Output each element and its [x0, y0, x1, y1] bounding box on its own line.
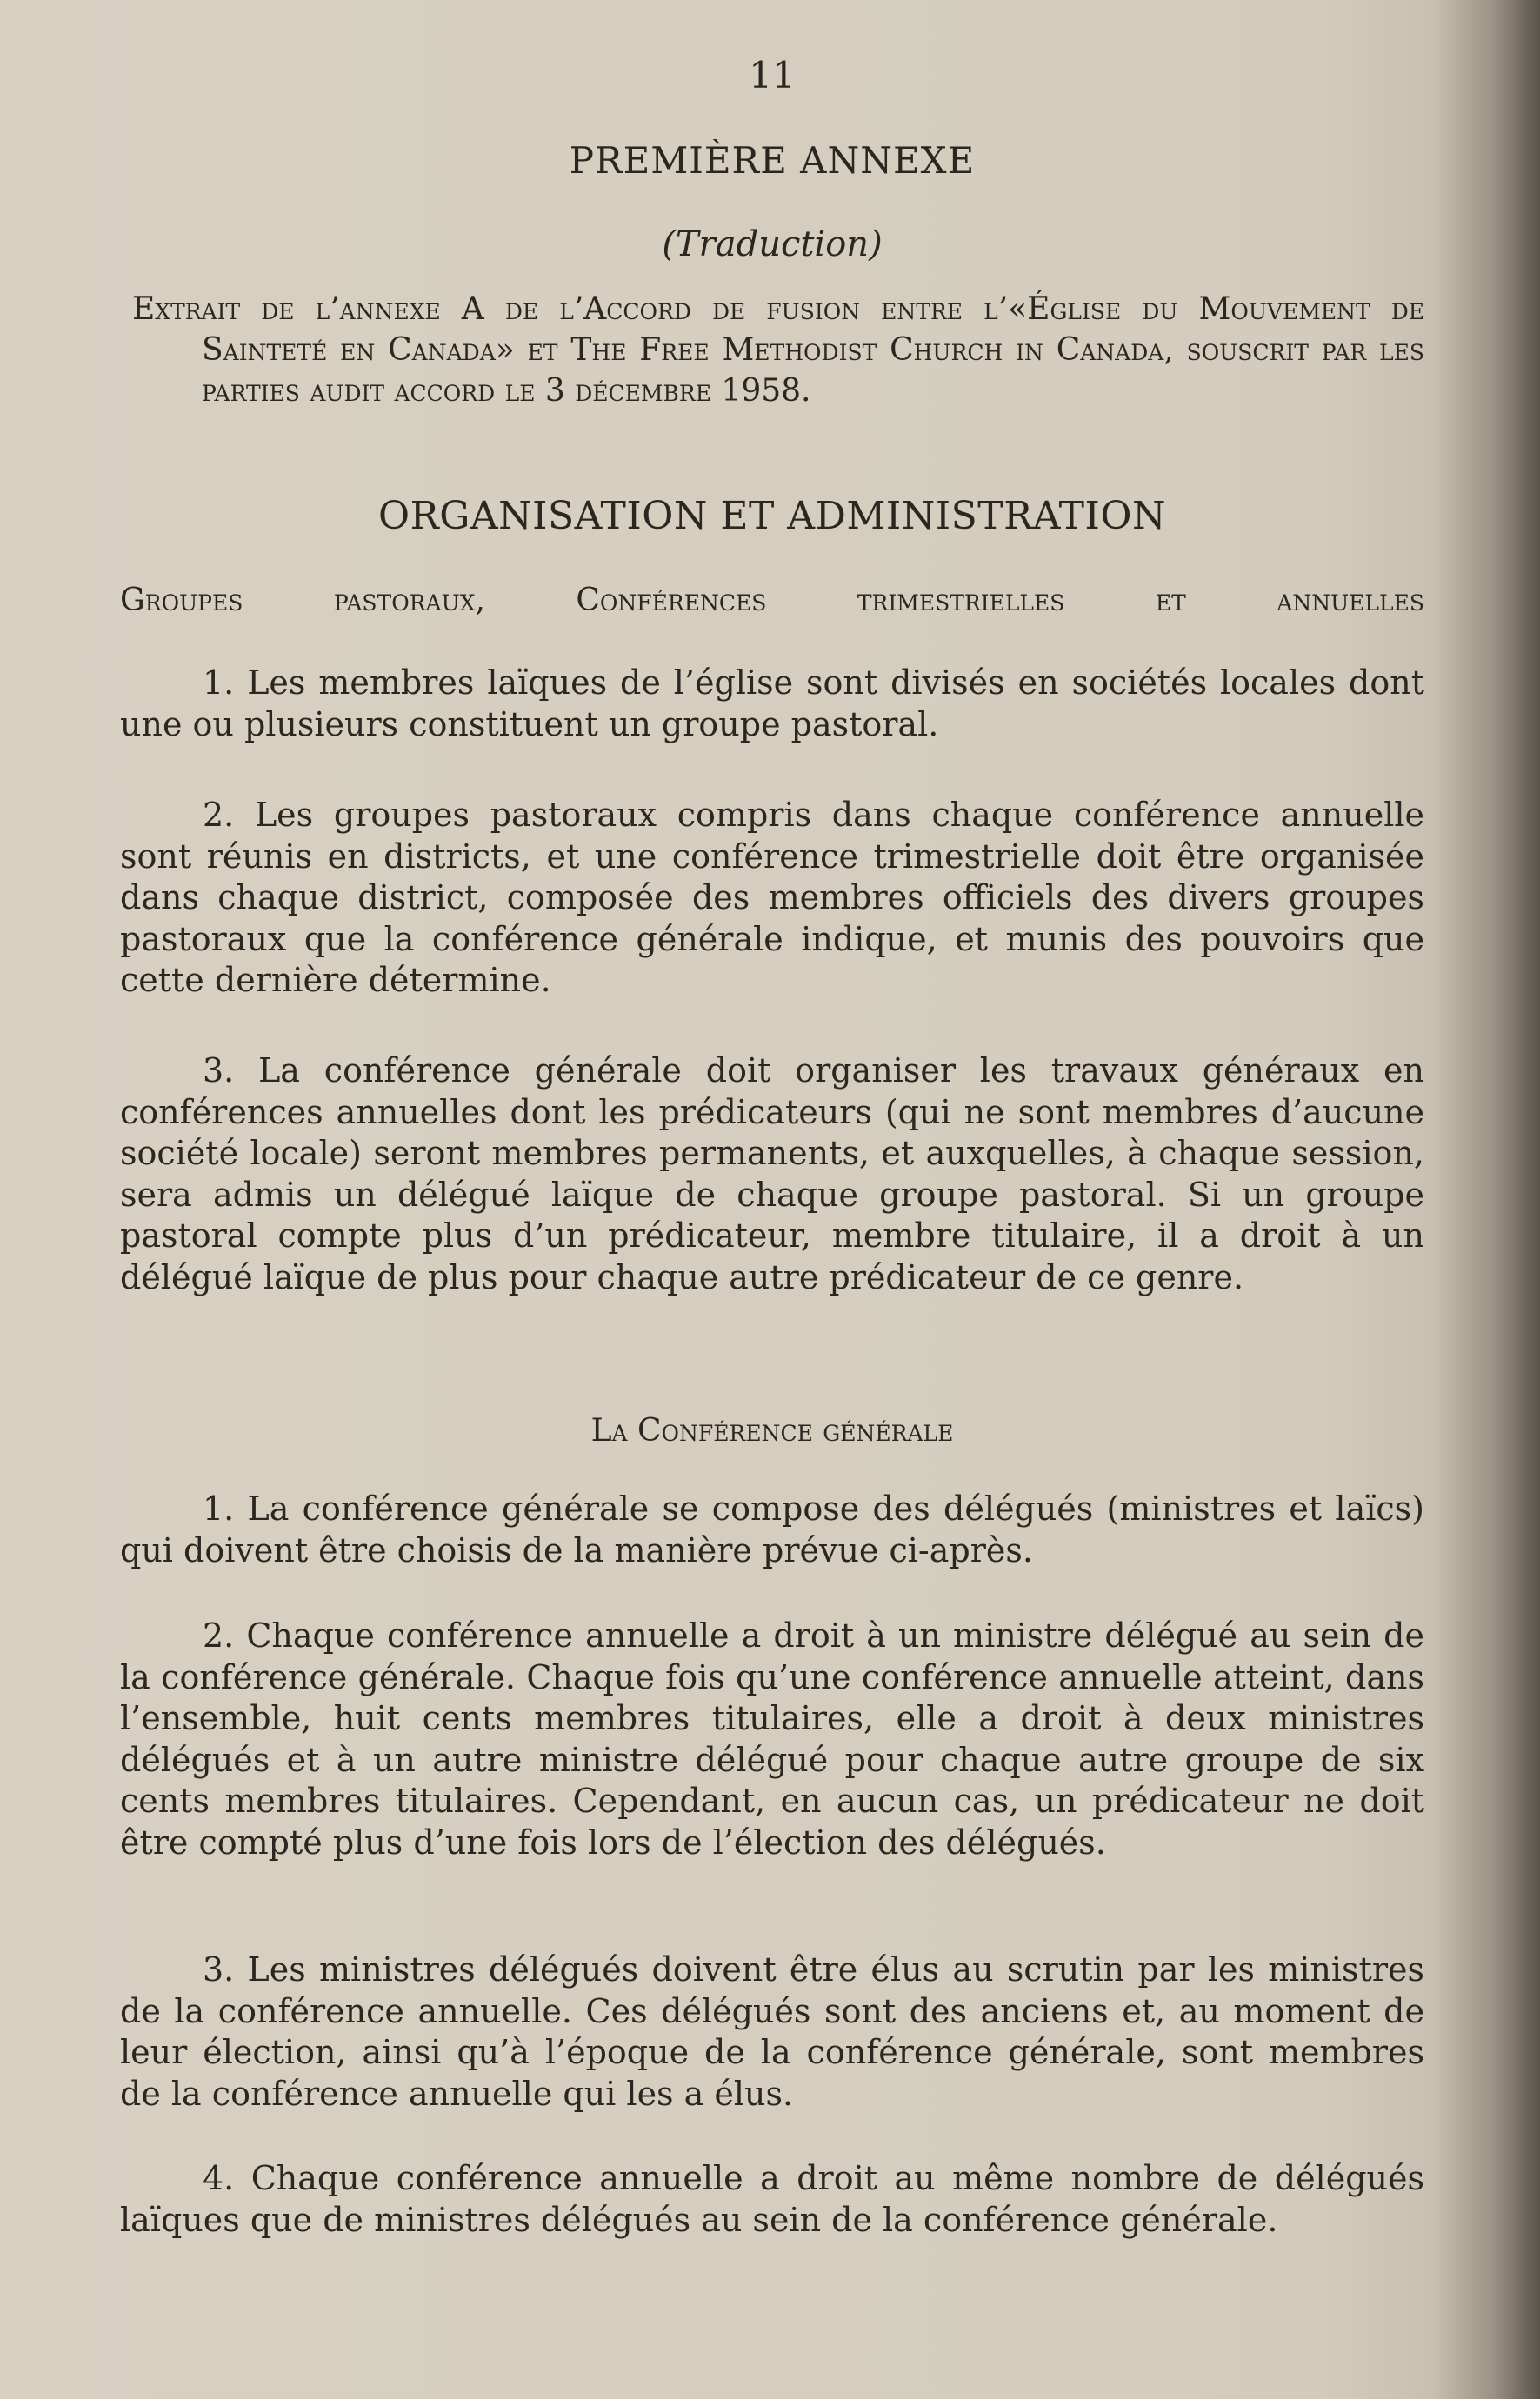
conference-paragraph-2: 2. Chaque conférence annuelle a droit à un ministre délégué au sein de la conférence générale. Chaque fois qu’une conférence annuelle atteint, dans l’ensemble, huit cents membres titulaires, elle a droit à deux ministres délégués et à un autre ministre délégué pour chaque autre groupe de six cents membres titulaires. Cependant, en aucun cas, un prédicateur ne doit être compté plus d’une fois lors de l’élection des délégués. [120, 1616, 1424, 1862]
conference-generale-heading: La Conférence générale [590, 1413, 954, 1449]
conference-paragraph-1: 1. La conférence générale se compose des délégués (ministres et laïcs) qui doivent être choisis de la manière prévue ci-après. [120, 1489, 1424, 1569]
groupes-paragraph-3: 3. La conférence générale doit organiser les travaux généraux en conférences annuelles dont les prédicateurs (qui ne sont membres d’aucune société locale) seront membres permanents, et auxquelles, à chaque session, sera admis un délégué laïque de chaque groupe pastoral. Si un groupe pastoral compte plus d’un prédicateur, membre titulaire, il a droit à un délégué laïque de plus pour chaque autre prédicateur de ce genre. [120, 1051, 1424, 1296]
conference-paragraph-3: 3. Les ministres délégués doivent être élus au scrutin par les ministres de la conférence annuelle. Ces délégués sont des anciens et, au moment de leur élection, ainsi qu’à l’époque de la conférence générale, sont membres de la conférence annuelle qui les a élus. [120, 1950, 1424, 2113]
annex-title: PREMIÈRE ANNEXE [569, 139, 976, 182]
page-number: 11 [749, 54, 796, 97]
groupes-paragraph-2: 2. Les groupes pastoraux compris dans chaque conférence annuelle sont réunis en districts, et une conférence trimestrielle doit être organisée dans chaque district, composée des membres officiels des divers groupes pastoraux que la conférence générale indique, et munis des pouvoirs que cette dernière détermine. [120, 796, 1424, 999]
section-title: ORGANISATION ET ADMINISTRATION [378, 494, 1166, 538]
extract-heading: Extrait de l’annexe A de l’Accord de fusion entre l’«Église du Mouvement de Sainteté en Canada» et The Free Methodist Church in Canada, souscrit par les parties audit accord le 3 décembre 1958. [132, 291, 1424, 409]
annex-subtitle: (Traduction) [662, 224, 883, 264]
groupes-heading: Groupes pastoraux, Conférences trimestrielles et annuelles [120, 583, 1424, 618]
groupes-paragraph-1: 1. Les membres laïques de l’église sont divisés en sociétés locales dont une ou plusieurs constituent un groupe pastoral. [120, 663, 1424, 743]
conference-paragraph-4: 4. Chaque conférence annuelle a droit au même nombre de délégués laïques que de ministres délégués au sein de la conférence générale. [120, 2159, 1424, 2239]
